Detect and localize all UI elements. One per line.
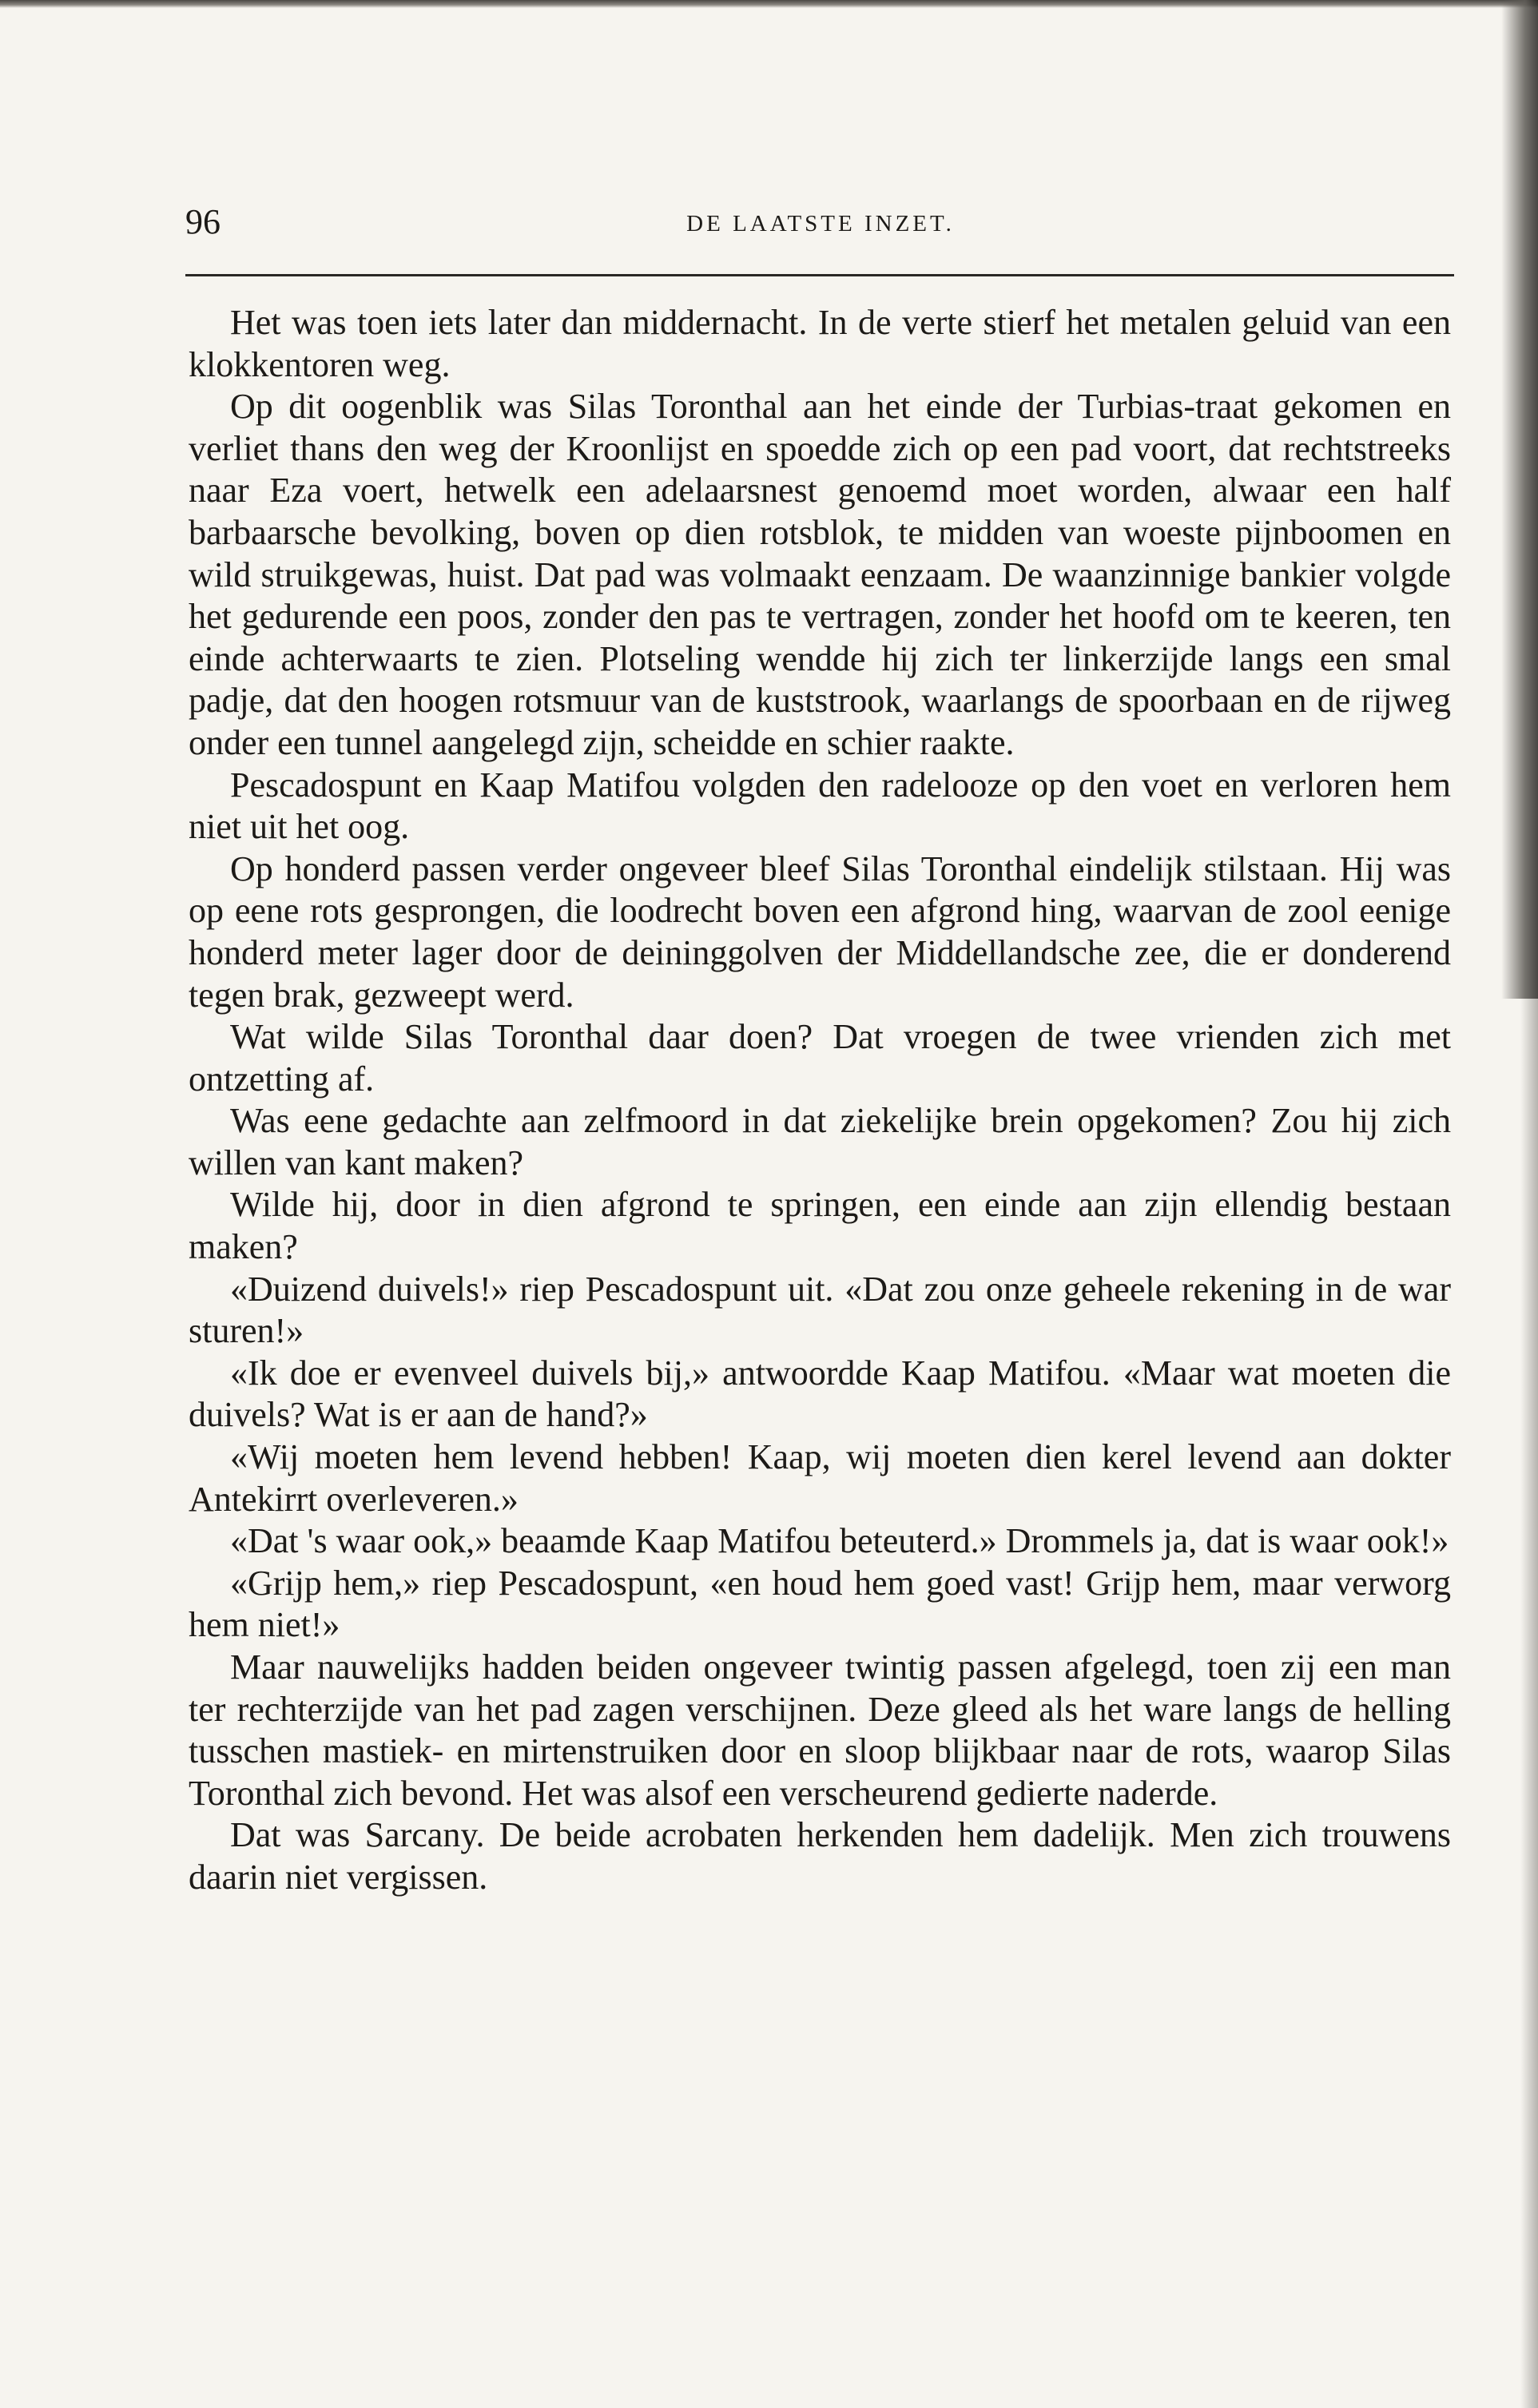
paragraph: Was eene gedachte aan zelfmoord in dat ziekelijke brein opgekomen? Zou hij zich willen van kant maken?	[189, 1101, 1451, 1182]
scan-right-edge-shadow	[1520, 999, 1538, 2408]
paragraph: Wat wilde Silas Toronthal daar doen? Dat vroegen de twee vrienden zich met ontzetting af.	[189, 1017, 1451, 1099]
paragraph: Maar nauwelijks hadden beiden ongeveer twintig passen afgelegd, toen zij een man ter rechterzijde van het pad zagen verschijnen. Deze gleed als het ware langs de helling tusschen mastiek- en mirtenstruiken door en sloop blijkbaar naar de rots, waarop Silas Toronthal zich bevond. Het was alsof een verscheurend gedierte naderde.	[189, 1647, 1451, 1813]
page-number: 96	[185, 202, 221, 241]
scan-right-edge	[1501, 0, 1538, 999]
paragraph: «Wij moeten hem levend hebben! Kaap, wij moeten dien kerel levend aan dokter Antekirrt overleveren.»	[189, 1437, 1451, 1519]
paragraph: «Ik doe er evenveel duivels bij,» antwoordde Kaap Matifou. «Maar wat moeten die duivels? Wat is er aan de hand?»	[189, 1353, 1451, 1435]
body-text	[189, 302, 1451, 1899]
paragraph: Op dit oogenblik was Silas Toronthal aan het einde der Turbias-traat gekomen en verliet thans den weg der Kroonlijst en spoedde zich op een pad voort, dat rechtstreeks naar Eza voert, hetwelk een adelaarsnest genoemd moet worden, alwaar een half barbaarsche bevolking, boven op dien rotsblok, te midden van woeste pijnboomen en wild struikgewas, huist. Dat pad was volmaakt eenzaam. De waanzinnige bankier volgde het gedurende een poos, zonder den pas te vertragen, zonder het hoofd om te keeren, ten einde achterwaarts te zien. Plotseling wendde hij zich ter linkerzijde langs een smal padje, dat den hoogen rotsmuur van de kuststrook, waarlangs de spoorbaan en de rijweg onder een tunnel aangelegd zijn, scheidde en schier raakte.	[189, 387, 1451, 762]
header-rule	[185, 274, 1454, 276]
paragraph: Op honderd passen verder ongeveer bleef Silas Toronthal eindelijk stilstaan. Hij was op eene rots gesprongen, die loodrecht boven een afgrond hing, waarvan de zool eenige honderd meter lager door de deininggolven der Middellandsche zee, die er donderend tegen brak, gezweept werd.	[189, 848, 1451, 1015]
scan-top-edge	[0, 0, 1538, 8]
running-title: DE LAATSTE INZET.	[686, 211, 955, 236]
paragraph: Dat was Sarcany. De beide acrobaten herkenden hem dadelijk. Men zich trouwens daarin niet vergissen.	[189, 1815, 1451, 1897]
paragraph: «Grijp hem,» riep Pescadospunt, «en houd hem goed vast! Grijp hem, maar verworg hem niet!»	[189, 1563, 1451, 1645]
paragraph: Het was toen iets later dan middernacht. In de verte stierf het metalen geluid van een klokkentoren weg.	[189, 303, 1451, 384]
paragraph: Wilde hij, door in dien afgrond te springen, een einde aan zijn ellendig bestaan maken?	[189, 1185, 1451, 1267]
page-header	[185, 198, 1456, 246]
paragraph: Pescadospunt en Kaap Matifou volgden den radelooze op den voet en verloren hem niet uit het oog.	[189, 765, 1451, 847]
paragraph: «Dat 's waar ook,» beaamde Kaap Matifou beteuterd.» Drommels ja, dat is waar ook!»	[230, 1521, 1449, 1561]
paragraph: «Duizend duivels!» riep Pescadospunt uit. «Dat zou onze geheele rekening in de war sturen!»	[189, 1269, 1451, 1351]
